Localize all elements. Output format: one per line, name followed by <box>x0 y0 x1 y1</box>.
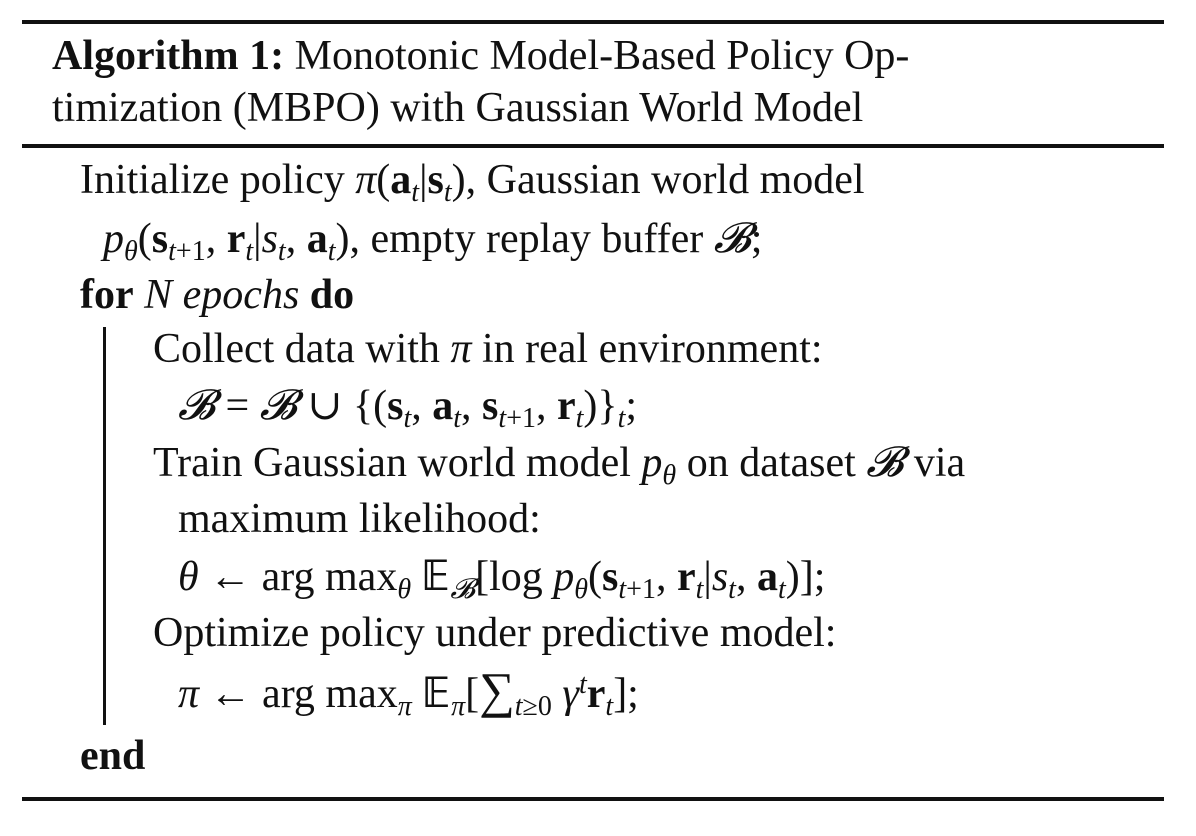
header-rule <box>22 144 1164 148</box>
empty-buffer-text: empty replay buffer <box>370 216 704 262</box>
init-line-1 <box>80 154 865 206</box>
theta-update-line <box>178 550 825 603</box>
title-line-1: Monotonic Model-Based Policy Op- <box>294 33 910 79</box>
policy-update-line <box>178 664 639 720</box>
collect-line <box>153 323 823 375</box>
end-line <box>80 730 145 782</box>
end-keyword: end <box>80 733 146 779</box>
bottom-rule <box>22 797 1164 801</box>
init-text: Initialize policy <box>80 157 345 203</box>
algorithm-title <box>52 30 1152 134</box>
optimize-text: Optimize policy under predictive model: <box>153 610 837 656</box>
title-line-2: timization (MBPO) with Gaussian World Model <box>52 85 864 131</box>
init-line-2: $p_\theta(s_{t+1}$, $r_t|s_t$, $a_t$), empty replay buffer 𝓑; <box>103 213 763 267</box>
math-N: N <box>144 272 173 318</box>
math-theta-update: θ ← arg $\max_\theta$ 𝔼$_𝓑$[log $p_\theta(s_{t+1}$, $r_t|s_t$, $a_t$)]; <box>178 551 826 605</box>
max-likelihood-line <box>178 493 541 545</box>
collect-text: Collect data with <box>153 326 440 372</box>
math-buffer-2: 𝓑 <box>866 437 904 486</box>
math-policy-update: π ← arg $\max_\pi$ $𝔼_\pi[\sum_{t\ge 0}$ $\gamma^tr_t$]; <box>178 662 639 722</box>
train-line <box>153 436 965 489</box>
for-keyword: for <box>80 272 134 318</box>
max-likelihood-text: maximum likelihood: <box>178 496 541 542</box>
for-line <box>80 269 354 321</box>
do-keyword: do <box>309 272 355 318</box>
train-via-text: via <box>913 440 966 486</box>
math-buffer: 𝓑 <box>713 213 751 262</box>
algorithm-label: Algorithm 1: <box>52 33 285 79</box>
init-gaussian-text: Gaussian world model <box>486 157 865 203</box>
math-world-model: $p_\theta(s_{t+1}$, $r_t|s_t$, $a_t$), <box>103 216 360 267</box>
optimize-line <box>153 607 836 659</box>
math-buffer-update: 𝓑 = 𝓑 ∪ {($s_t$, $a_t$, $s_{t+1}$, $r_t)\}_t$; <box>178 380 638 434</box>
collect-suffix-text: in real environment: <box>481 326 823 372</box>
train-on-text: on dataset <box>686 440 856 486</box>
math-policy: $\pi(a_t|s_t)$, <box>355 157 477 208</box>
math-pi: π <box>450 326 472 372</box>
loop-bar <box>103 327 106 725</box>
math-ptheta: $p_\theta$ <box>641 440 677 491</box>
buffer-update-line <box>178 379 637 432</box>
epochs-text: epochs <box>182 272 300 318</box>
top-rule <box>22 20 1164 24</box>
train-text: Train Gaussian world model <box>153 440 631 486</box>
